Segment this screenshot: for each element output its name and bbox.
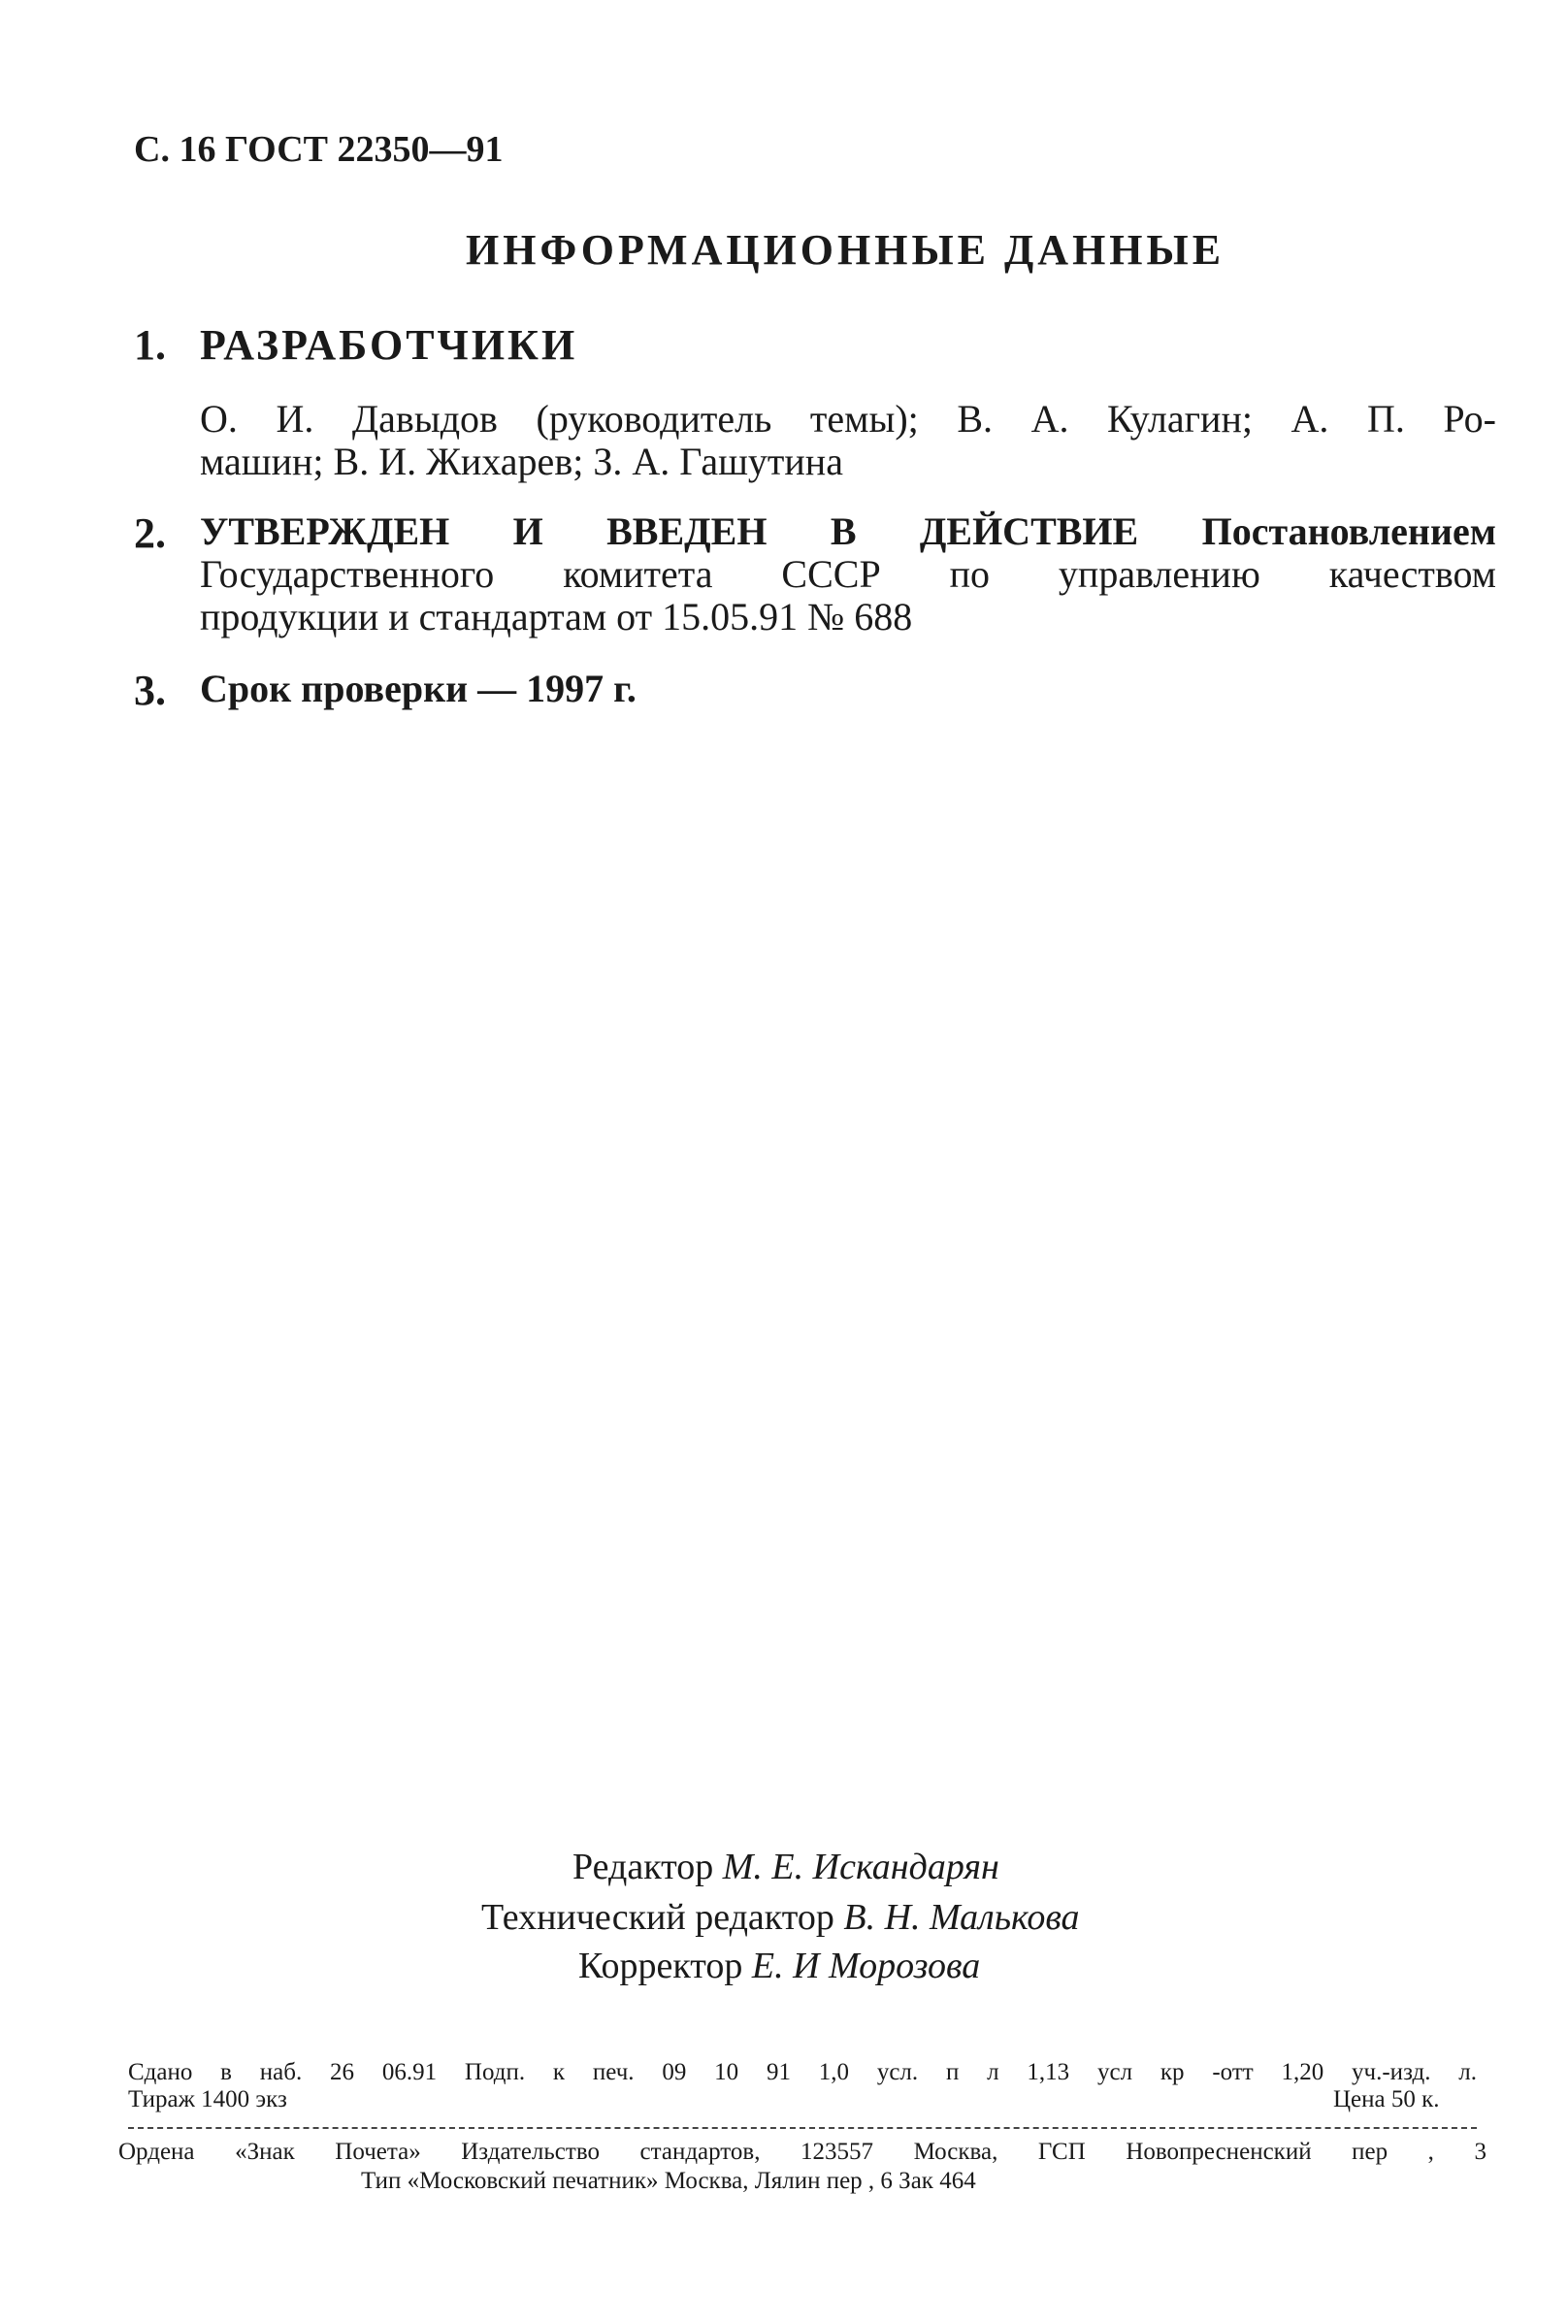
editor-role: Редактор xyxy=(572,1847,714,1887)
corrector-credit xyxy=(578,1945,980,1987)
imprint-line-4: Тип «Московский печатник» Москва, Лялин пер , 6 Зак 464 xyxy=(361,2168,976,2194)
editor-credit xyxy=(572,1846,999,1888)
section-3-number: 3. xyxy=(134,667,166,714)
imprint-line-3: Ордена «Знак Почета» Издательство стандартов, 123557 Москва, ГСП Новопресненский пер , 3 xyxy=(118,2139,1486,2165)
section-1-line-1: О. И. Давыдов (руководитель темы); В. А. Кулагин; А. П. Ро- xyxy=(200,397,1496,441)
tech-editor-credit xyxy=(481,1896,1080,1939)
imprint-divider xyxy=(128,2127,1477,2129)
corrector-name: Е. И Морозова xyxy=(751,1946,981,1986)
section-1-heading: РАЗРАБОТЧИКИ xyxy=(200,321,578,369)
imprint-circulation: Тираж 1400 экз xyxy=(128,2086,287,2112)
section-3-text: Срок проверки — 1997 г. xyxy=(200,667,637,710)
section-2-number: 2. xyxy=(134,509,166,557)
section-1-number: 1. xyxy=(134,321,166,369)
section-2-line-2: Государственного комитета СССР по управлению качеством xyxy=(200,552,1496,596)
tech-editor-name: В. Н. Малькова xyxy=(843,1897,1080,1938)
section-2-line-1: УТВЕРЖДЕН И ВВЕДЕН В ДЕЙСТВИЕ Постановлением xyxy=(200,509,1496,553)
tech-editor-role: Технический редактор xyxy=(481,1897,834,1938)
page-header: С. 16 ГОСТ 22350—91 xyxy=(134,129,504,170)
imprint-price: Цена 50 к. xyxy=(1333,2086,1440,2112)
corrector-role: Корректор xyxy=(578,1946,743,1986)
section-1-line-2: машин; В. И. Жихарев; З. А. Гашутина xyxy=(200,440,843,483)
imprint-line-1: Сдано в наб. 26 06.91 Подп. к печ. 09 10 91 1,0 усл. п л 1,13 усл кр -отт 1,20 уч.-изд. л. xyxy=(128,2059,1477,2085)
editor-name: М. Е. Искандарян xyxy=(722,1847,999,1887)
section-2-line-3: продукции и стандартам от 15.05.91 № 688 xyxy=(200,595,913,638)
page-title: ИНФОРМАЦИОННЫЕ ДАННЫЕ xyxy=(466,226,1225,274)
